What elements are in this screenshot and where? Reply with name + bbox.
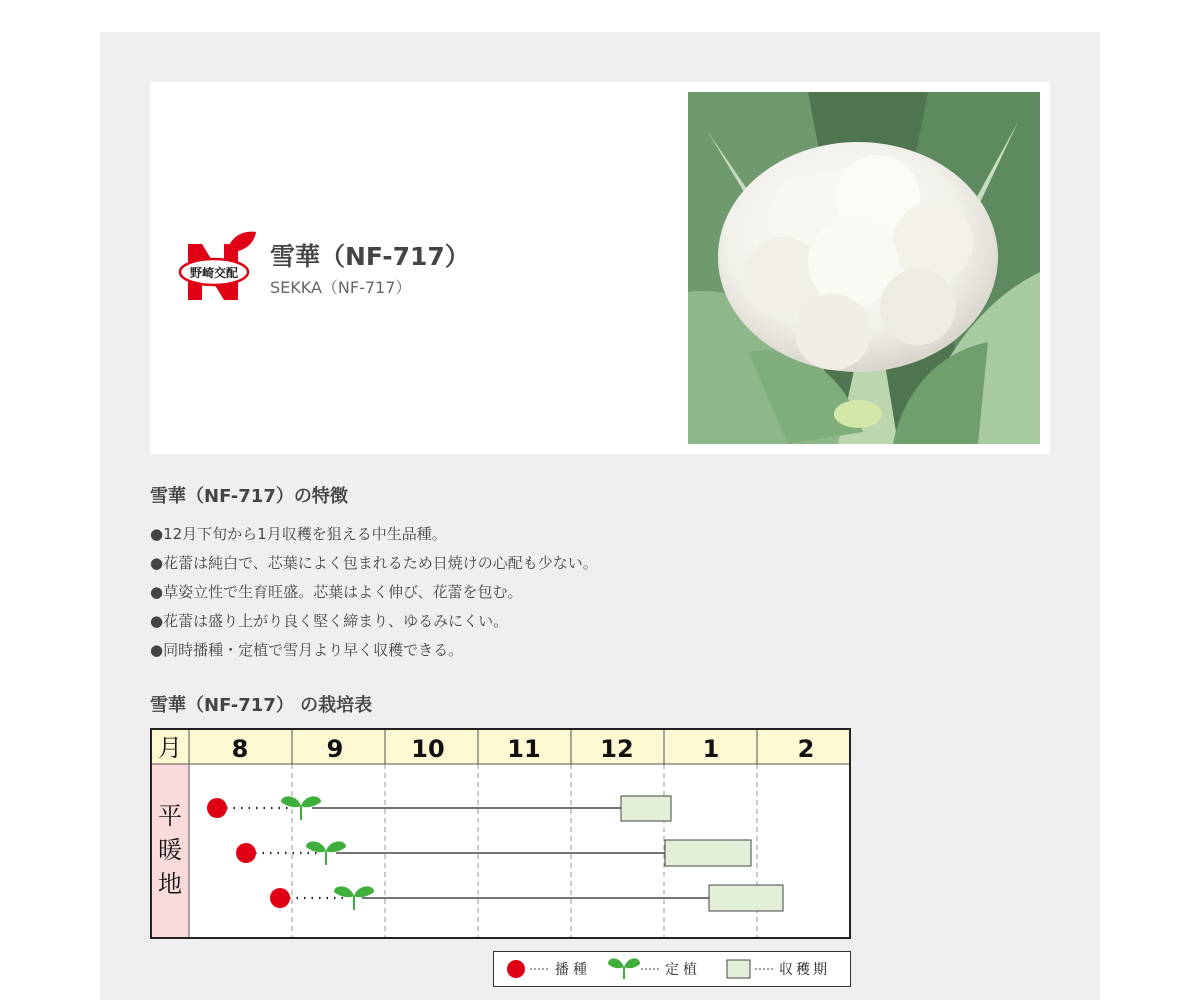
sow-dot-icon	[207, 798, 227, 818]
svg-text:平: 平	[158, 802, 182, 830]
features-heading: 雪華（NF-717）の特徴	[150, 486, 348, 507]
cauliflower-photo	[688, 92, 1040, 444]
product-card	[150, 82, 1050, 454]
chart-legend	[493, 951, 851, 987]
feature-item: ●12月下旬から1月収穫を狙える中生品種。	[150, 525, 447, 543]
legend-transplant-label: 定植	[665, 962, 701, 978]
month-label: 8	[231, 735, 249, 763]
sow-dot-icon	[236, 843, 256, 863]
month-label: 9	[326, 735, 344, 763]
month-label: 11	[507, 735, 541, 763]
legend-sow-icon	[507, 960, 525, 978]
feature-item: ●同時播種・定植で雪月より早く収穫できる。	[150, 641, 464, 659]
region-label	[158, 802, 182, 898]
feature-item: ●花蕾は純白で、芯葉によく包まれるため日焼けの心配も少ない。	[150, 554, 598, 572]
brand-logo-text: 野崎交配	[189, 266, 239, 280]
feature-item: ●草姿立性で生育旺盛。芯葉はよく伸び、花蕾を包む。	[150, 583, 523, 601]
product-title: 雪華（NF-717）	[270, 242, 470, 271]
cultivation-chart	[150, 728, 851, 939]
feature-item: ●花蕾は盛り上がり良く堅く締まり、ゆるみにくい。	[150, 612, 509, 630]
month-label: 1	[702, 735, 720, 763]
nozaki-brand-logo	[178, 230, 258, 306]
harvest-period-bar	[709, 885, 783, 911]
svg-text:地: 地	[158, 870, 182, 898]
harvest-period-bar	[665, 840, 751, 866]
product-subtitle: SEKKA（NF-717）	[270, 278, 412, 297]
sow-dot-icon	[270, 888, 290, 908]
legend-sow-label: 播種	[555, 962, 591, 978]
legend-harvest-icon	[727, 960, 750, 978]
legend-harvest-label: 収穫期	[779, 962, 830, 978]
svg-text:暖: 暖	[158, 836, 182, 864]
month-header-label: 月	[158, 734, 182, 762]
features-list	[150, 522, 598, 667]
month-label: 10	[411, 735, 445, 763]
harvest-period-bar	[621, 796, 671, 821]
month-label: 12	[600, 735, 634, 763]
month-label: 2	[797, 735, 815, 763]
schedule-heading: 雪華（NF-717） の栽培表	[150, 695, 373, 716]
